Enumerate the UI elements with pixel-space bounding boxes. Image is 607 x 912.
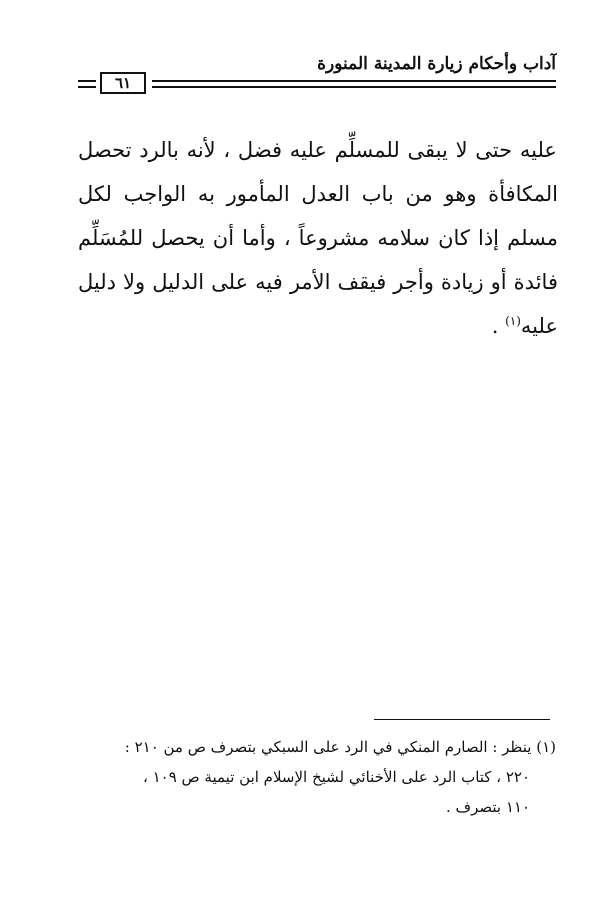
footnote-reference: (١) (505, 314, 521, 328)
page-header (78, 52, 556, 100)
body-paragraph (78, 128, 558, 348)
footnote (78, 732, 556, 822)
footnote-line: ٢٢٠ ، كتاب الرد على الأخنائي لشيخ الإسلام ابن تيمية ص ١٠٩ ، (142, 768, 530, 786)
running-title: آداب وأحكام زيارة المدينة المنورة (317, 54, 556, 74)
header-rule-bottom (152, 86, 556, 88)
body-line: زيادة وأجر فيقف الأمر فيه على الدليل ولا دليل عليه (78, 270, 558, 338)
body-line: المكافأة وهو من باب العدل المأمور به الواجب لكل مسلم (78, 182, 558, 250)
footnote-line: ١١٠ بتصرف . (445, 798, 530, 816)
header-tick-bottom (78, 86, 96, 88)
footnote-separator (374, 719, 550, 720)
body-line: عليه حتى لا يبقى للمسلِّم عليه فضل ، لأنه بالرد تحصل (78, 138, 557, 162)
footnote-line: (١) ينظر : الصارم المنكي في الرد على السبكي بتصرف ص من ٢١٠ : (124, 738, 556, 756)
header-rule-top (152, 80, 556, 82)
page-number: ٦١ (100, 72, 146, 94)
header-tick-top (78, 80, 96, 82)
body-line: إذا كان سلامه مشروعاً ، وأما أن يحصل للمُسَلِّم فائدة أو (78, 226, 558, 294)
final-period: . (491, 314, 506, 338)
